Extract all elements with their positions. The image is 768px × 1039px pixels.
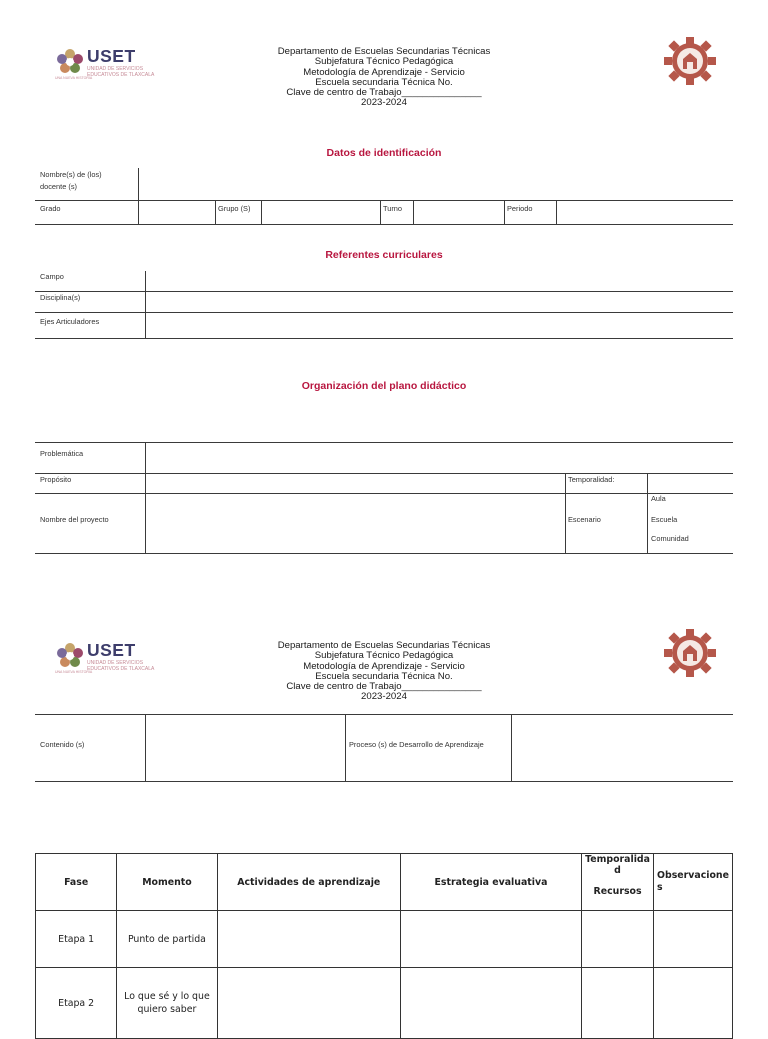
- label-grado: Grado: [40, 204, 61, 213]
- header-line-2: Subjefatura Técnico Pedagógica: [314, 650, 454, 662]
- cell-momento-line-2: quiero saber: [137, 1004, 197, 1015]
- cell-observaciones: [654, 968, 733, 1039]
- label-disciplina: Disciplina(s): [40, 293, 81, 302]
- header-temporalidad-2: d: [614, 865, 621, 876]
- label-turno: Turno: [383, 204, 403, 213]
- label-ejes: Ejes Articuladores: [40, 317, 100, 326]
- header-recursos: Recursos: [593, 886, 642, 897]
- table-row: [36, 911, 733, 968]
- logo-line2-2: EDUCATIVOS DE TLAXCALA: [87, 666, 155, 672]
- gear-emblem-icon: [664, 37, 716, 85]
- cell-temporalidad: [582, 968, 654, 1039]
- cell-momento-line-1: Lo que sé y lo que: [124, 991, 210, 1002]
- logo-tiny-2: UNA NUEVA HISTORIA: [55, 670, 93, 674]
- header-line-5: Clave de centro de Trabajo_______________: [286, 681, 482, 693]
- section-title-identificacion: Datos de identificación: [326, 147, 442, 159]
- header-line-6: 2023-2024: [361, 97, 407, 109]
- header-momento: Momento: [117, 854, 217, 911]
- cell-actividades: [217, 968, 400, 1039]
- option-aula: Aula: [651, 494, 666, 503]
- logo-name: USET: [87, 46, 136, 66]
- label-proposito: Propósito: [40, 475, 72, 484]
- header-text: [214, 47, 554, 109]
- header-line-4: Escuela secundaria Técnica No.: [315, 76, 453, 88]
- label-temporalidad: Temporalidad:: [568, 475, 615, 484]
- header-observaciones-1: Observacione: [657, 870, 729, 881]
- header-line-3: Metodología de Aprendizaje - Servicio: [303, 66, 465, 78]
- option-comunidad: Comunidad: [651, 534, 689, 543]
- cell-estrategia: [400, 968, 581, 1039]
- cell-observaciones: [654, 911, 733, 968]
- header-observaciones: [654, 854, 733, 911]
- label-docente-1: Nombre(s) de (los): [40, 170, 102, 179]
- label-periodo: Periodo: [507, 204, 533, 213]
- table-header-row: [36, 854, 733, 911]
- header-line-1: Departamento de Escuelas Secundarias Técnicas: [277, 46, 491, 57]
- gear-emblem-icon: [664, 629, 716, 677]
- plan-table: [35, 853, 733, 1039]
- header-text-2: [214, 641, 554, 703]
- header-line-6: 2023-2024: [361, 691, 407, 703]
- header-fase: Fase: [36, 854, 117, 911]
- cell-fase: Etapa 1: [36, 911, 117, 968]
- label-grupo: Grupo (S): [218, 204, 251, 213]
- header-temporalidad-1: Temporalida: [585, 854, 650, 865]
- logo-line1: UNIDAD DE SERVICIOS: [87, 66, 144, 72]
- cell-fase: Etapa 2: [36, 968, 117, 1039]
- header-line-4: Escuela secundaria Técnica No.: [315, 670, 453, 682]
- header-line-5: Clave de centro de Trabajo_______________: [286, 87, 482, 99]
- header-line-3: Metodología de Aprendizaje - Servicio: [303, 660, 465, 672]
- header-estrategia: Estrategia evaluativa: [400, 854, 581, 911]
- header-actividades: Actividades de aprendizaje: [217, 854, 400, 911]
- header-line-2: Subjefatura Técnico Pedagógica: [314, 56, 454, 68]
- cell-temporalidad: [582, 911, 654, 968]
- table-row: [36, 968, 733, 1039]
- section-title-organizacion: Organización del plano didáctico: [301, 380, 467, 392]
- label-nombre-proyecto: Nombre del proyecto: [40, 515, 109, 524]
- label-proceso: Proceso (s) de Desarrollo de Aprendizaje: [349, 740, 484, 749]
- logo-line1-2: UNIDAD DE SERVICIOS: [87, 660, 144, 666]
- cell-actividades: [217, 911, 400, 968]
- uset-logo-2: [55, 640, 171, 680]
- label-campo: Campo: [40, 272, 64, 281]
- uset-logo: [55, 46, 171, 86]
- logo-name-2: USET: [87, 640, 136, 660]
- section-title-referentes: Referentes curriculares: [325, 249, 443, 261]
- header-observaciones-2: s: [657, 882, 663, 893]
- header-temporalidad-recursos: [582, 854, 654, 911]
- label-escenario: Escenario: [568, 515, 601, 524]
- cell-momento: [117, 968, 217, 1039]
- label-docente-2: docente (s): [40, 182, 77, 191]
- cell-estrategia: [400, 911, 581, 968]
- label-contenido: Contenido (s): [40, 740, 85, 749]
- label-problematica: Problemática: [40, 449, 84, 458]
- flower-icon: [55, 47, 85, 77]
- flower-icon: [55, 641, 85, 671]
- cell-momento: Punto de partida: [117, 911, 217, 968]
- option-escuela: Escuela: [651, 515, 678, 524]
- header-line-1: Departamento de Escuelas Secundarias Técnicas: [277, 640, 491, 651]
- logo-tiny: UNA NUEVA HISTORIA: [55, 76, 93, 80]
- logo-line2: EDUCATIVOS DE TLAXCALA: [87, 72, 155, 78]
